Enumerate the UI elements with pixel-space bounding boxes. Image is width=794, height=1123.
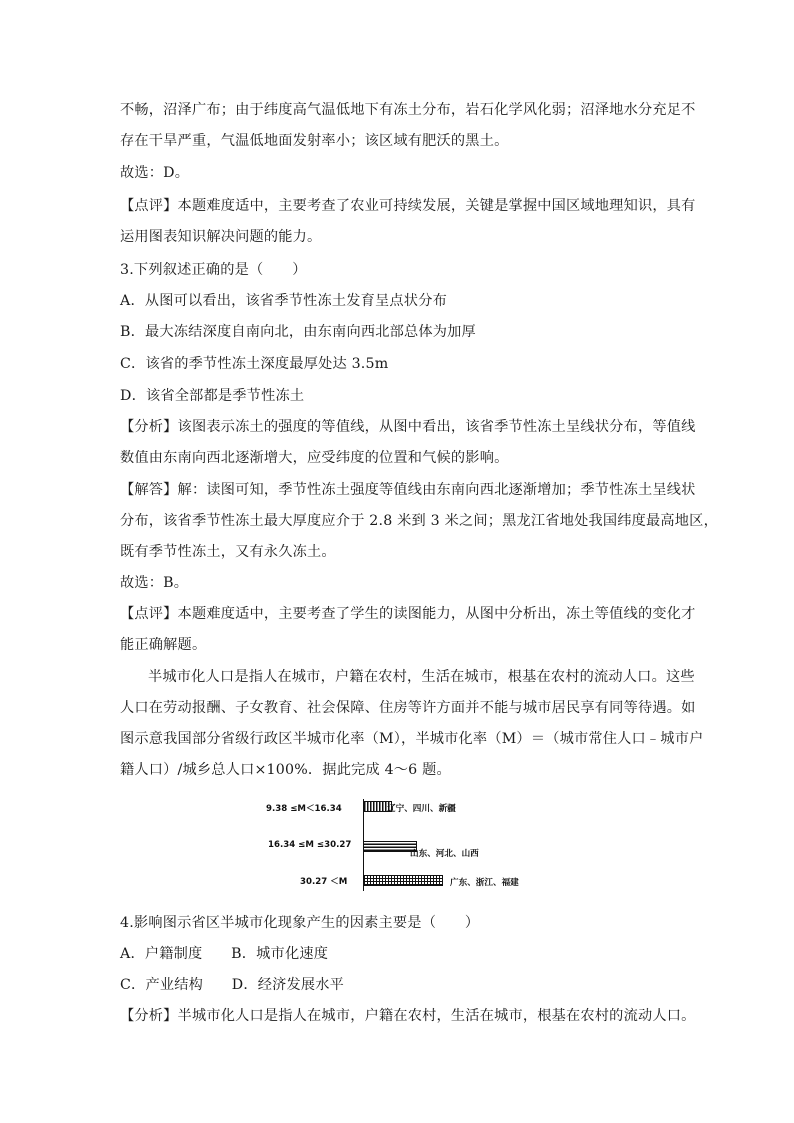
province-label-3: 广东、浙江、福建 [450, 878, 519, 888]
passage-line-3: 图示意我国部分省级行政区半城市化率（M），半城市化率（M）＝（城市常住人口﹣城市户 [120, 731, 704, 747]
passage-line-4: 籍人口）/城乡总人口×100%．据此完成 4～6 题。 [120, 762, 451, 778]
passage-line-1: 半城市化人口是指人在城市，户籍在农村，生活在城市，根基在农村的流动人口。这些 [148, 669, 695, 685]
text-line-2: 存在干旱严重，气温低地面发射率小；该区域有肥沃的黑土。 [120, 133, 509, 149]
category-label-2: 16.34 ≤M ≤30.27 [268, 840, 352, 850]
question-4-options-cd: C．产业结构 D．经济发展水平 [120, 977, 345, 993]
category-label-3: 30.27 ＜M [300, 877, 348, 887]
text-line-1: 不畅，沼泽广布；由于纬度高气温低地下有冻土分布，岩石化学风化弱；沼泽地水分充足不 [120, 102, 696, 118]
question-3-option-d: D．该省全部都是季节性冻土 [120, 388, 305, 404]
answer-line-2: 故选：B。 [120, 575, 189, 591]
comment-line-1: 【点评】本题难度适中，主要考查了农业可持续发展，关键是掌握中国区域地理知识，具有 [120, 198, 696, 214]
question-4-options-ab: A．户籍制度 B．城市化速度 [120, 946, 329, 962]
analysis-line-2: 数值由东南向西北逐渐增大，应受纬度的位置和气候的影响。 [120, 450, 509, 466]
province-label-2: 山东、河北、山西 [410, 849, 479, 859]
question-4-stem: 4.影响图示省区半城市化现象产生的因素主要是（ ） [120, 915, 480, 931]
analysis-line-1: 【分析】该图表示冻土的强度的等值线，从图中看出，该省季节性冻土呈线状分布，等值线 [120, 419, 696, 435]
question-3-stem: 3.下列叙述正确的是（ ） [120, 262, 307, 278]
question-3-option-b: B．最大冻结深度自南向北，由东南向西北部总体为加厚 [120, 324, 476, 340]
solution-line-3: 既有季节性冻土，又有永久冻土。 [120, 544, 336, 560]
solution-line-2: 分布，该省季节性冻土最大厚度应介于 2.8 米到 3 米之间；黑龙江省地处我国纬度最高地区， [120, 513, 718, 529]
bar-2 [363, 841, 417, 852]
solution-line-1: 【解答】解：读图可知，季节性冻土强度等值线由东南向西北逐渐增加；季节性冻土呈线状 [120, 482, 696, 498]
category-label-1: 9.38 ≤M＜16.34 [266, 804, 342, 814]
semi-urbanization-chart [240, 795, 560, 895]
province-label-1: 辽宁、四川、新疆 [387, 804, 456, 814]
analysis-line-3: 【分析】半城市化人口是指人在城市，户籍在农村，生活在城市，根基在农村的流动人口。 [120, 1008, 696, 1024]
comment-line-2: 运用图表知识解决问题的能力。 [120, 229, 322, 245]
question-3-option-a: A．从图可以看出，该省季节性冻土发育呈点状分布 [120, 293, 447, 309]
comment-line-3: 【点评】本题难度适中，主要考查了学生的读图能力，从图中分析出，冻土等值线的变化才 [120, 606, 696, 622]
bar-3 [363, 875, 443, 886]
passage-line-2: 人口在劳动报酬、子女教育、社会保障、住房等许方面并不能与城市居民享有同等待遇。如 [120, 700, 696, 716]
comment-line-4: 能正确解题。 [120, 637, 207, 653]
question-3-option-c: C．该省的季节性冻土深度最厚处达 3.5m [120, 356, 389, 372]
answer-line-1: 故选：D。 [120, 165, 190, 181]
